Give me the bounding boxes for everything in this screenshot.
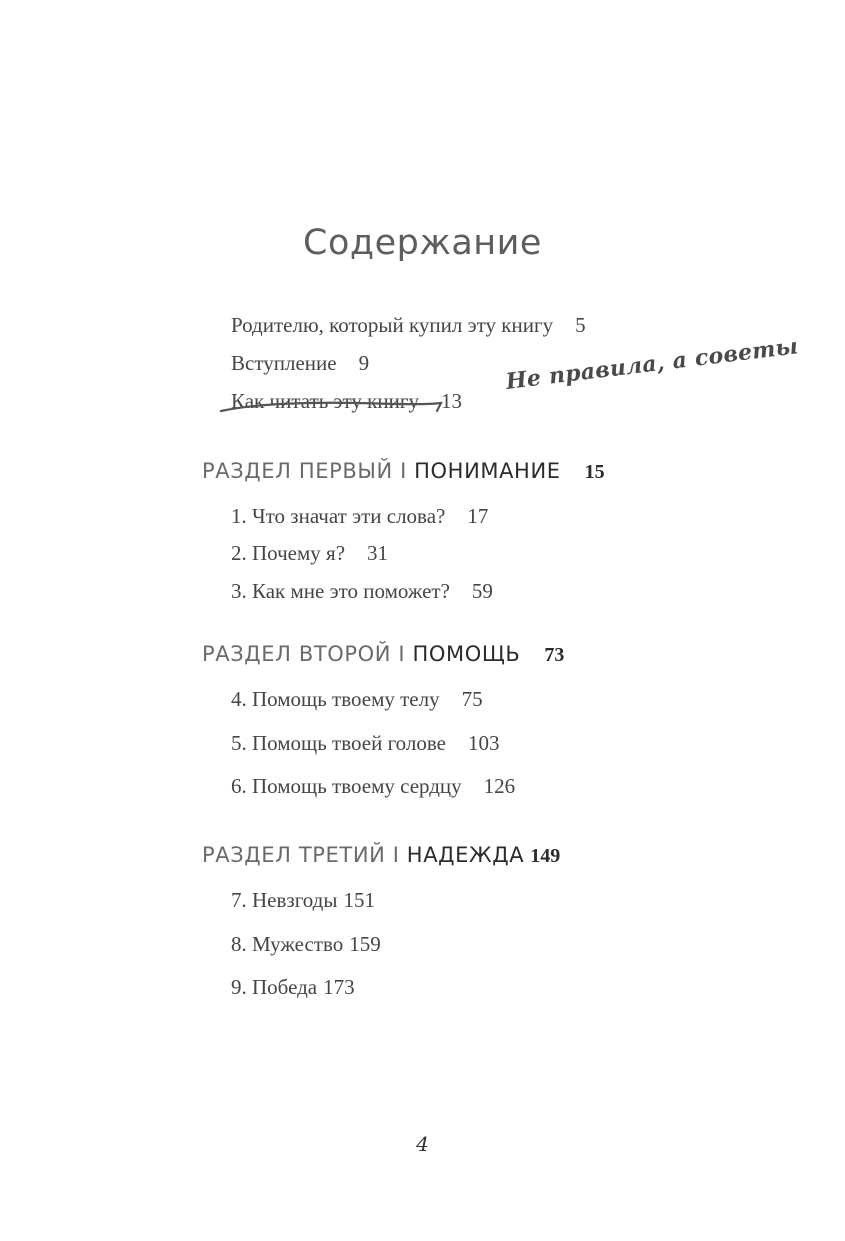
chapter-label: 6. Помощь твоему сердцу	[231, 774, 462, 798]
toc-entry-label: Родителю, который купил эту книгу	[231, 313, 554, 337]
section-page: 15	[584, 461, 605, 483]
chapter-page: 159	[349, 932, 381, 956]
section-prefix: РАЗДЕЛ ВТОРОЙ I	[202, 642, 406, 666]
toc-entry-page: 13	[440, 389, 462, 413]
section-name: ПОМОЩЬ	[412, 642, 521, 666]
chapter-page: 173	[323, 975, 355, 999]
chapter-label: 8. Мужество	[231, 932, 344, 956]
toc-entry	[231, 351, 369, 376]
chapter-page: 59	[471, 579, 493, 603]
section-page: 73	[544, 644, 565, 666]
chapter-page: 126	[483, 774, 516, 798]
toc-entry-label	[231, 389, 419, 414]
chapter-entry	[231, 975, 355, 1000]
strikethrough-scribble	[219, 389, 451, 415]
section-page: 149	[530, 845, 561, 867]
chapter-page: 103	[467, 731, 500, 755]
chapter-page: 17	[467, 504, 489, 528]
chapter-page: 31	[367, 541, 389, 565]
page-title: Содержание	[303, 223, 542, 264]
chapter-label: 4. Помощь твоему телу	[231, 687, 440, 711]
chapter-entry	[231, 504, 488, 529]
section-prefix: РАЗДЕЛ ТРЕТИЙ I	[202, 843, 400, 867]
chapter-page: 75	[461, 687, 483, 711]
chapter-label: 5. Помощь твоей голове	[231, 731, 446, 755]
section-prefix: РАЗДЕЛ ПЕРВЫЙ I	[202, 459, 407, 483]
chapter-entry	[231, 579, 493, 604]
toc-entry	[231, 313, 586, 338]
section-name: НАДЕЖДА	[406, 843, 525, 867]
page-number: 4	[416, 1132, 429, 1156]
chapter-entry	[231, 932, 381, 957]
toc-entry-page: 9	[358, 351, 370, 375]
toc-entry-label: Вступление	[231, 351, 337, 375]
chapter-entry	[231, 888, 375, 913]
chapter-entry	[231, 731, 499, 756]
chapter-entry	[231, 541, 388, 566]
section-name: ПОНИМАНИЕ	[414, 459, 561, 483]
section-heading	[202, 459, 605, 484]
chapter-label: 2. Почему я?	[231, 541, 346, 565]
chapter-label: 1. Что значат эти слова?	[231, 504, 446, 528]
struck-text: Как читать эту книгу	[231, 389, 419, 413]
section-heading	[202, 642, 564, 667]
handwritten-note: Не правила, а советы	[504, 333, 800, 395]
toc-entry-struck	[231, 389, 462, 414]
chapter-label: 7. Невзгоды	[231, 888, 338, 912]
chapter-label: 9. Победа	[231, 975, 318, 999]
chapter-entry	[231, 774, 515, 799]
chapter-page: 151	[343, 888, 375, 912]
chapter-label: 3. Как мне это поможет?	[231, 579, 450, 603]
section-heading	[202, 843, 560, 868]
chapter-entry	[231, 687, 483, 712]
toc-entry-page: 5	[575, 313, 586, 337]
